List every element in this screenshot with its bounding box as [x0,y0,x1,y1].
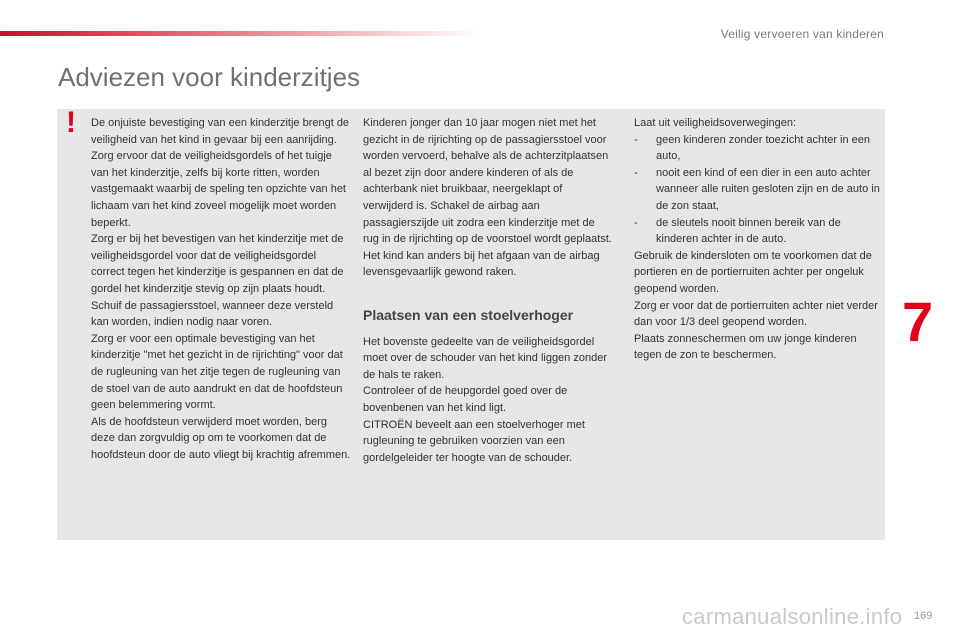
paragraph: Zorg ervoor dat de veiligheidsgordels of het tuigje van het kinderzitje, zelfs bij korte ritten, worden vastgemaakt waarbij de speling ten opzichte van het lichaam van het kind zoveel mogelijk moet worden beperkt. [91,150,346,229]
list-item-text: de sleutels nooit binnen bereik van de kinderen achter in de auto. [656,216,841,246]
paragraph: Plaats zonneschermen om uw jonge kinderen tegen de zon te beschermen. [634,332,857,362]
column-safety [634,115,884,364]
paragraph: Zorg er voor een optimale bevestiging van het kinderzitje "met het gezicht in de rijrichting" voor dat de rugleuning van het zitje tegen de rugleuning van de stoel van de auto aandrukt en dat de hoofdsteun geen belemmering vormt. [91,332,343,412]
paragraph: De onjuiste bevestiging van een kinderzitje brengt de veiligheid van het kind in gevaar bij een aanrijding. [91,117,350,146]
paragraph: Laat uit veiligheidsoverwegingen: [634,117,797,129]
top-accent-bar [0,31,480,36]
paragraph: CITROËN beveelt aan een stoelverhoger met rugleuning te gebruiken voorzien van een gordelgeleider ter hoogte van de schouder. [363,418,585,464]
list-item-text: geen kinderen zonder toezicht achter in een auto, [656,133,871,163]
page-number: 169 [914,610,933,622]
page-title: Adviezen voor kinderzitjes [58,62,361,92]
chapter-number: 7 [902,290,934,353]
paragraph: Controleer of de heupgordel goed over de bovenbenen van het kind ligt. [363,385,568,414]
paragraph: Zorg er bij het bevestigen van het kinderzitje met de veiligheidsgordel voor dat de veiligheidsgordel correct tegen het kinderzitje is gespannen en dat de gordel het kinderzitje stevig op zijn plaats houdt. Schuif de passagiersstoel, wanneer deze versteld kan worden, indien nodig naar voren. [91,233,344,329]
paragraph: Gebruik de kindersloten om te voorkomen dat de portieren en de portierruiten achter per ongeluk geopend worden. [634,249,872,295]
paragraph: Als de hoofdsteun verwijderd moet worden, berg deze dan zorgvuldig op om te voorkomen dat de hoofdsteun door de auto vliegt bij krachtig afremmen. [91,415,351,461]
list-item [634,132,884,165]
list-dash: - [634,216,638,229]
paragraph: Zorg er voor dat de portierruiten achter niet verder dan voor 1/3 deel geopend worden. [634,299,878,329]
paragraph: Kinderen jonger dan 10 jaar mogen niet met het gezicht in de rijrichting op de passagiersstoel voor worden vervoerd, behalve als de achterzitplaatsen al bezet zijn door andere kinderen of als de achterbank niet bruikbaar, neergeklapt of verwijderd is. Schakel de airbag aan passagierszijde uit zodra een kinderzitje met de rug in de rijrichting op de voorstoel wordt geplaatst. Het kind kan anders bij het afgaan van de airbag levensgevaarlijk gewond raken. [363,117,612,279]
list-dash: - [634,166,638,179]
paragraph: Het bovenste gedeelte van de veiligheidsgordel moet over de schouder van het kind liggen zonder de hals te raken. [363,335,607,381]
subheading-booster-seat: Plaatsen van een stoelverhoger [363,306,574,323]
list-dash: - [634,133,638,146]
warning-icon: ! [66,106,76,139]
chapter-header: Veilig vervoeren van kinderen [720,27,884,41]
column-warning [91,115,351,463]
list-item [634,215,884,248]
column-front-seat [363,115,613,466]
list-item-text: nooit een kind of een dier in een auto achter wanneer alle ruiten gesloten zijn en de auto in de zon staat, [656,166,880,212]
watermark-text: carmanualsonline.info [682,604,903,629]
list-item [634,165,884,215]
